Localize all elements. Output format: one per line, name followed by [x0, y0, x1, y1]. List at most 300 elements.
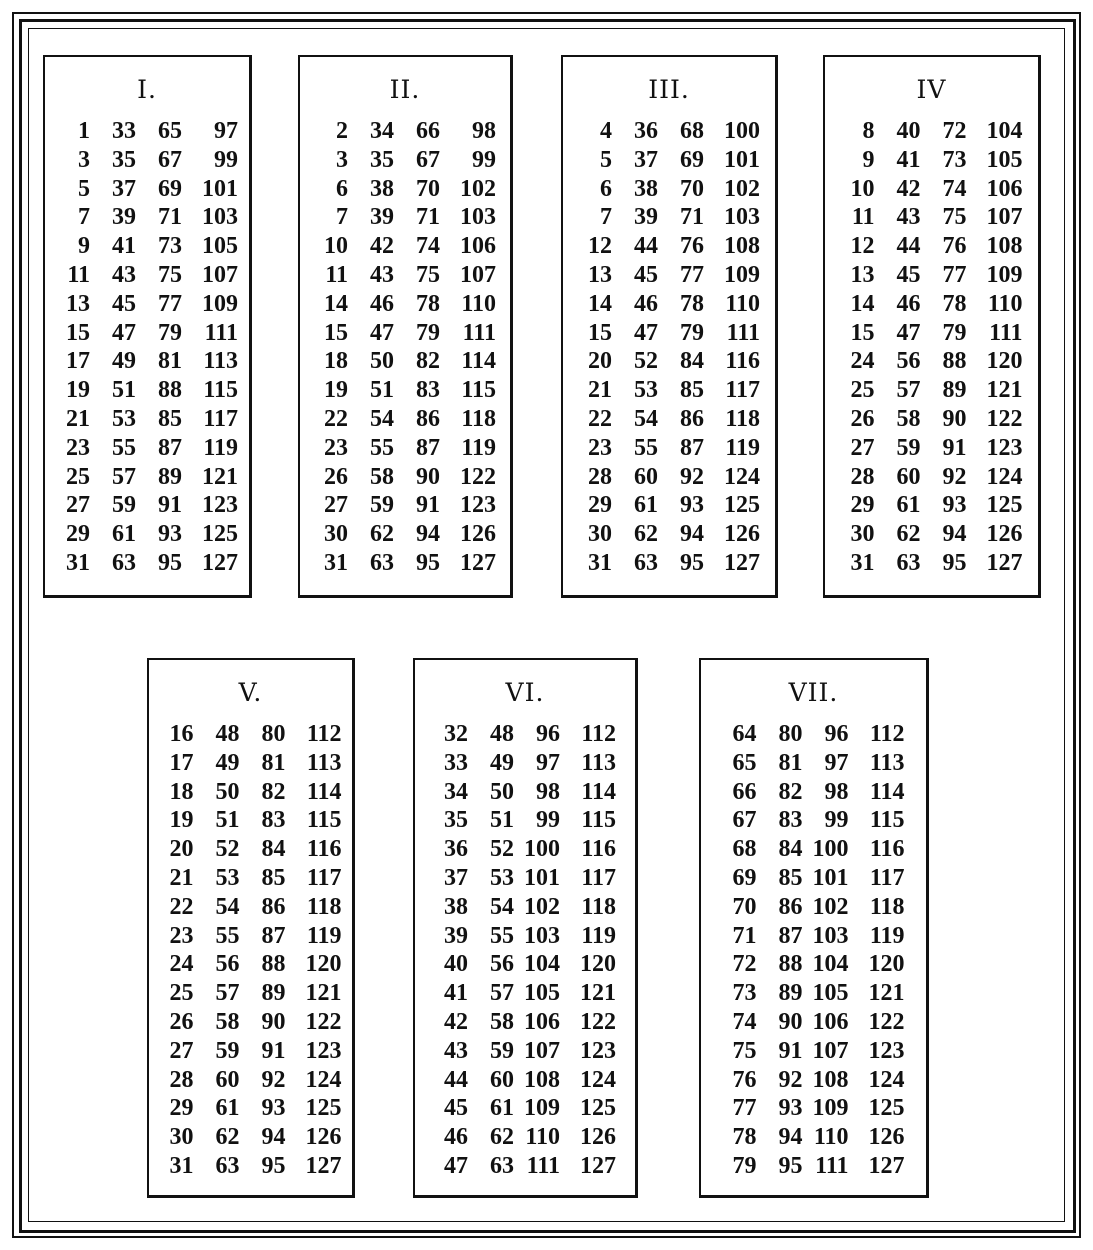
- card-row: [825, 463, 1038, 492]
- card-number: 97: [824, 749, 849, 776]
- card-number: 42: [896, 175, 921, 202]
- card-number: 54: [215, 893, 240, 920]
- card-row: [415, 835, 635, 864]
- card-number: 74: [732, 1008, 757, 1035]
- card-number: 17: [66, 348, 90, 375]
- card-number: 81: [778, 749, 803, 776]
- card-row: [825, 290, 1038, 319]
- card-number: 41: [112, 233, 136, 260]
- card-number: 55: [490, 922, 514, 949]
- card-number: 111: [726, 319, 760, 346]
- card-row: [45, 434, 249, 463]
- card-row: [825, 117, 1038, 146]
- card-number: 84: [778, 836, 803, 863]
- card-number: 69: [732, 864, 757, 891]
- card-number: 94: [942, 521, 967, 548]
- card-row: [300, 376, 510, 405]
- card-number: 100: [524, 836, 560, 863]
- card-number: 107: [812, 1037, 849, 1064]
- card-number: 15: [588, 319, 612, 346]
- card-number: 118: [725, 405, 760, 432]
- card-number: 103: [812, 922, 849, 949]
- card-number: 44: [896, 233, 921, 260]
- card-number: 120: [986, 348, 1023, 375]
- card-number: 123: [580, 1037, 616, 1064]
- card-number: 81: [261, 749, 286, 776]
- card-number: 84: [261, 836, 286, 863]
- card-number: 78: [732, 1124, 757, 1151]
- card-number: 67: [158, 146, 182, 173]
- card-number: 87: [158, 434, 182, 461]
- card-number: 116: [306, 836, 342, 863]
- card-number: 71: [732, 922, 757, 949]
- card-number: 109: [724, 261, 760, 288]
- card-number: 35: [370, 146, 394, 173]
- card-number: 105: [524, 980, 560, 1007]
- card-row: [701, 1066, 926, 1095]
- card-number: 55: [215, 922, 240, 949]
- card-rows: [563, 117, 775, 578]
- card-number: 86: [778, 893, 803, 920]
- card-number: 77: [732, 1095, 757, 1122]
- card-number: 5: [600, 146, 612, 173]
- card-number: 85: [158, 405, 182, 432]
- card-number: 70: [416, 175, 440, 202]
- card-number: 39: [112, 204, 136, 231]
- card-number: 60: [896, 463, 921, 490]
- card-number: 91: [416, 492, 440, 519]
- card-row: [825, 520, 1038, 549]
- card-number: 98: [536, 778, 560, 805]
- card-number: 112: [306, 721, 342, 747]
- card-row: [701, 1123, 926, 1152]
- card-number: 30: [324, 521, 348, 548]
- card-number: 123: [986, 434, 1023, 461]
- card-row: [149, 1008, 352, 1037]
- card-row: [149, 1037, 352, 1066]
- card-number: 38: [634, 175, 658, 202]
- card-number: 42: [444, 1008, 468, 1035]
- card-number: 88: [942, 348, 967, 375]
- card-number: 121: [305, 980, 342, 1007]
- card-number: 19: [66, 377, 90, 404]
- card-row: [415, 1123, 635, 1152]
- card-row: [45, 463, 249, 492]
- card-rows: [415, 720, 635, 1181]
- card-number: 63: [634, 549, 658, 576]
- card-number: 95: [158, 549, 182, 576]
- card-number: 68: [732, 836, 757, 863]
- card-number: 99: [824, 807, 849, 834]
- card-row: [415, 1152, 635, 1181]
- card-number: 40: [444, 951, 468, 978]
- card-row: [415, 1066, 635, 1095]
- card-number: 119: [203, 434, 238, 461]
- card-number: 125: [724, 492, 760, 519]
- card-number: 123: [460, 492, 496, 519]
- card-number: 13: [66, 290, 90, 317]
- card-row: [300, 232, 510, 261]
- card-row: [563, 203, 775, 232]
- card-row: [825, 347, 1038, 376]
- card-row: [563, 261, 775, 290]
- card-number: 111: [526, 1152, 560, 1179]
- card-number: 106: [524, 1008, 560, 1035]
- card-number: 77: [942, 261, 967, 288]
- card-row: [415, 922, 635, 951]
- card-number: 25: [850, 377, 875, 404]
- card-number: 45: [634, 261, 658, 288]
- number-card-6: [413, 658, 638, 1198]
- card-number: 105: [986, 146, 1023, 173]
- card-row: [149, 749, 352, 778]
- card-number: 51: [490, 807, 514, 834]
- card-number: 10: [850, 175, 875, 202]
- card-row: [149, 979, 352, 1008]
- card-number: 61: [112, 521, 136, 548]
- card-number: 58: [215, 1008, 240, 1035]
- card-number: 95: [942, 549, 967, 576]
- card-number: 54: [634, 405, 658, 432]
- card-row: [149, 950, 352, 979]
- card-row: [563, 175, 775, 204]
- card-number: 93: [942, 492, 967, 519]
- card-number: 41: [896, 146, 921, 173]
- card-row: [45, 290, 249, 319]
- card-row: [563, 319, 775, 348]
- card-row: [45, 261, 249, 290]
- card-number: 84: [680, 348, 704, 375]
- card-number: 96: [824, 721, 849, 747]
- card-number: 61: [490, 1095, 514, 1122]
- card-number: 28: [588, 463, 612, 490]
- card-number: 51: [215, 807, 240, 834]
- card-number: 39: [634, 204, 658, 231]
- card-row: [45, 520, 249, 549]
- card-number: 95: [778, 1152, 803, 1179]
- card-row: [563, 347, 775, 376]
- card-row: [300, 347, 510, 376]
- card-number: 68: [680, 118, 704, 144]
- card-row: [45, 347, 249, 376]
- card-number: 96: [536, 721, 560, 747]
- card-row: [701, 749, 926, 778]
- card-number: 21: [169, 864, 194, 891]
- card-row: [415, 1008, 635, 1037]
- card-number: 31: [588, 549, 612, 576]
- card-number: 31: [324, 549, 348, 576]
- card-number: 71: [680, 204, 704, 231]
- card-row: [563, 549, 775, 578]
- card-number: 60: [490, 1066, 514, 1093]
- card-number: 53: [215, 864, 240, 891]
- card-number: 102: [724, 175, 760, 202]
- card-number: 63: [112, 549, 136, 576]
- card-number: 109: [202, 290, 238, 317]
- card-number: 101: [524, 864, 560, 891]
- card-number: 94: [778, 1124, 803, 1151]
- card-row: [701, 806, 926, 835]
- card-number: 75: [416, 261, 440, 288]
- card-number: 83: [778, 807, 803, 834]
- card-rows: [300, 117, 510, 578]
- card-number: 21: [66, 405, 90, 432]
- card-number: 54: [370, 405, 394, 432]
- card-number: 92: [680, 463, 704, 490]
- card-row: [825, 319, 1038, 348]
- card-number: 102: [524, 893, 560, 920]
- card-number: 57: [112, 463, 136, 490]
- card-row: [149, 1094, 352, 1123]
- card-number: 40: [896, 118, 921, 144]
- card-number: 117: [306, 864, 342, 891]
- card-number: 14: [850, 290, 875, 317]
- card-number: 103: [460, 204, 496, 231]
- card-row: [45, 146, 249, 175]
- number-card-2: [298, 55, 513, 598]
- card-number: 30: [850, 521, 875, 548]
- card-number: 62: [370, 521, 394, 548]
- card-row: [701, 1152, 926, 1181]
- card-number: 115: [306, 807, 342, 834]
- card-number: 37: [444, 864, 468, 891]
- card-number: 122: [868, 1008, 905, 1035]
- card-number: 18: [169, 778, 194, 805]
- card-number: 121: [868, 980, 905, 1007]
- card-number: 33: [112, 118, 136, 144]
- card-number: 86: [680, 405, 704, 432]
- card-number: 119: [461, 434, 496, 461]
- card-number: 88: [778, 951, 803, 978]
- number-card-4: [823, 55, 1041, 598]
- card-number: 36: [634, 118, 658, 144]
- card-number: 89: [778, 980, 803, 1007]
- card-number: 31: [850, 549, 875, 576]
- card-row: [415, 1037, 635, 1066]
- card-number: 99: [536, 807, 560, 834]
- card-number: 101: [812, 864, 849, 891]
- card-number: 46: [370, 290, 394, 317]
- card-row: [825, 146, 1038, 175]
- card-number: 24: [850, 348, 875, 375]
- card-number: 19: [169, 807, 194, 834]
- card-number: 92: [942, 463, 967, 490]
- card-number: 6: [600, 175, 612, 202]
- card-row: [300, 261, 510, 290]
- card-row: [825, 491, 1038, 520]
- card-number: 37: [112, 175, 136, 202]
- card-number: 51: [370, 377, 394, 404]
- card-rows: [701, 720, 926, 1181]
- card-number: 75: [942, 204, 967, 231]
- card-number: 115: [461, 377, 496, 404]
- card-number: 48: [215, 721, 240, 747]
- card-number: 53: [112, 405, 136, 432]
- card-row: [300, 290, 510, 319]
- card-row: [45, 117, 249, 146]
- card-row: [563, 463, 775, 492]
- card-row: [701, 835, 926, 864]
- card-number: 39: [444, 922, 468, 949]
- card-number: 123: [202, 492, 238, 519]
- card-number: 50: [490, 778, 514, 805]
- card-number: 95: [261, 1152, 286, 1179]
- card-row: [701, 864, 926, 893]
- card-number: 8: [862, 118, 875, 144]
- card-number: 98: [824, 778, 849, 805]
- card-number: 123: [868, 1037, 905, 1064]
- card-number: 109: [812, 1095, 849, 1122]
- card-number: 118: [306, 893, 342, 920]
- card-number: 63: [215, 1152, 240, 1179]
- card-number: 114: [306, 778, 342, 805]
- card-number: 122: [305, 1008, 342, 1035]
- card-row: [300, 405, 510, 434]
- card-row: [701, 1008, 926, 1037]
- card-number: 27: [324, 492, 348, 519]
- card-number: 27: [850, 434, 875, 461]
- card-number: 121: [986, 377, 1023, 404]
- card-number: 49: [215, 749, 240, 776]
- card-number: 122: [460, 463, 496, 490]
- card-number: 9: [78, 233, 90, 260]
- card-number: 97: [214, 118, 238, 144]
- card-row: [415, 720, 635, 749]
- card-number: 12: [588, 233, 612, 260]
- card-row: [300, 175, 510, 204]
- card-number: 61: [215, 1095, 240, 1122]
- card-number: 33: [444, 749, 468, 776]
- card-number: 23: [169, 922, 194, 949]
- card-number: 18: [324, 348, 348, 375]
- card-number: 114: [869, 778, 905, 805]
- card-number: 29: [850, 492, 875, 519]
- card-number: 111: [462, 319, 496, 346]
- card-number: 20: [588, 348, 612, 375]
- card-number: 35: [444, 807, 468, 834]
- card-number: 47: [112, 319, 136, 346]
- card-number: 24: [169, 951, 194, 978]
- card-number: 78: [942, 290, 967, 317]
- card-number: 50: [370, 348, 394, 375]
- card-number: 124: [986, 463, 1023, 490]
- card-row: [415, 893, 635, 922]
- card-number: 87: [261, 922, 286, 949]
- card-number: 43: [112, 261, 136, 288]
- card-number: 4: [600, 118, 612, 144]
- card-number: 77: [680, 261, 704, 288]
- card-row: [149, 1066, 352, 1095]
- card-number: 30: [169, 1124, 194, 1151]
- card-row: [149, 922, 352, 951]
- card-number: 26: [850, 405, 875, 432]
- card-number: 65: [732, 749, 757, 776]
- card-number: 78: [680, 290, 704, 317]
- card-number: 117: [725, 377, 760, 404]
- card-number: 56: [896, 348, 921, 375]
- card-number: 43: [444, 1037, 468, 1064]
- card-row: [149, 864, 352, 893]
- card-number: 23: [588, 434, 612, 461]
- card-row: [300, 463, 510, 492]
- card-number: 64: [732, 721, 757, 747]
- card-number: 70: [732, 893, 757, 920]
- card-row: [149, 893, 352, 922]
- card-row: [45, 405, 249, 434]
- card-number: 3: [336, 146, 348, 173]
- card-number: 109: [524, 1095, 560, 1122]
- card-number: 78: [416, 290, 440, 317]
- card-number: 9: [862, 146, 875, 173]
- card-row: [45, 491, 249, 520]
- card-number: 60: [634, 463, 658, 490]
- card-number: 113: [306, 749, 342, 776]
- card-number: 118: [581, 893, 616, 920]
- card-number: 22: [169, 893, 194, 920]
- card-number: 19: [324, 377, 348, 404]
- card-number: 93: [261, 1095, 286, 1122]
- card-rows: [45, 117, 249, 578]
- card-row: [563, 232, 775, 261]
- card-number: 110: [461, 290, 496, 317]
- card-row: [701, 720, 926, 749]
- card-number: 10: [324, 233, 348, 260]
- card-number: 107: [524, 1037, 560, 1064]
- card-number: 74: [416, 233, 440, 260]
- card-number: 94: [261, 1124, 286, 1151]
- card-row: [563, 405, 775, 434]
- card-row: [149, 1152, 352, 1181]
- card-number: 38: [370, 175, 394, 202]
- card-number: 51: [112, 377, 136, 404]
- card-number: 59: [370, 492, 394, 519]
- card-number: 101: [202, 175, 238, 202]
- card-number: 52: [490, 836, 514, 863]
- card-number: 39: [370, 204, 394, 231]
- card-number: 69: [158, 175, 182, 202]
- card-number: 13: [588, 261, 612, 288]
- card-number: 85: [778, 864, 803, 891]
- card-row: [825, 261, 1038, 290]
- card-number: 7: [336, 204, 348, 231]
- card-number: 79: [942, 319, 967, 346]
- card-number: 99: [472, 146, 496, 173]
- card-number: 101: [724, 146, 760, 173]
- card-number: 12: [850, 233, 875, 260]
- card-number: 126: [868, 1124, 905, 1151]
- card-number: 45: [444, 1095, 468, 1122]
- card-number: 72: [732, 951, 757, 978]
- card-number: 112: [869, 721, 905, 747]
- card-number: 58: [370, 463, 394, 490]
- card-number: 116: [869, 836, 905, 863]
- card-number: 53: [490, 864, 514, 891]
- card-number: 110: [813, 1124, 849, 1151]
- card-number: 6: [336, 175, 348, 202]
- card-number: 119: [581, 922, 616, 949]
- card-number: 73: [732, 980, 757, 1007]
- card-number: 115: [203, 377, 238, 404]
- number-card-7: [699, 658, 929, 1198]
- card-number: 43: [896, 204, 921, 231]
- card-number: 113: [581, 749, 616, 776]
- card-number: 14: [324, 290, 348, 317]
- card-number: 29: [66, 521, 90, 548]
- card-number: 46: [896, 290, 921, 317]
- card-number: 111: [815, 1152, 849, 1179]
- card-number: 15: [324, 319, 348, 346]
- card-number: 48: [490, 721, 514, 747]
